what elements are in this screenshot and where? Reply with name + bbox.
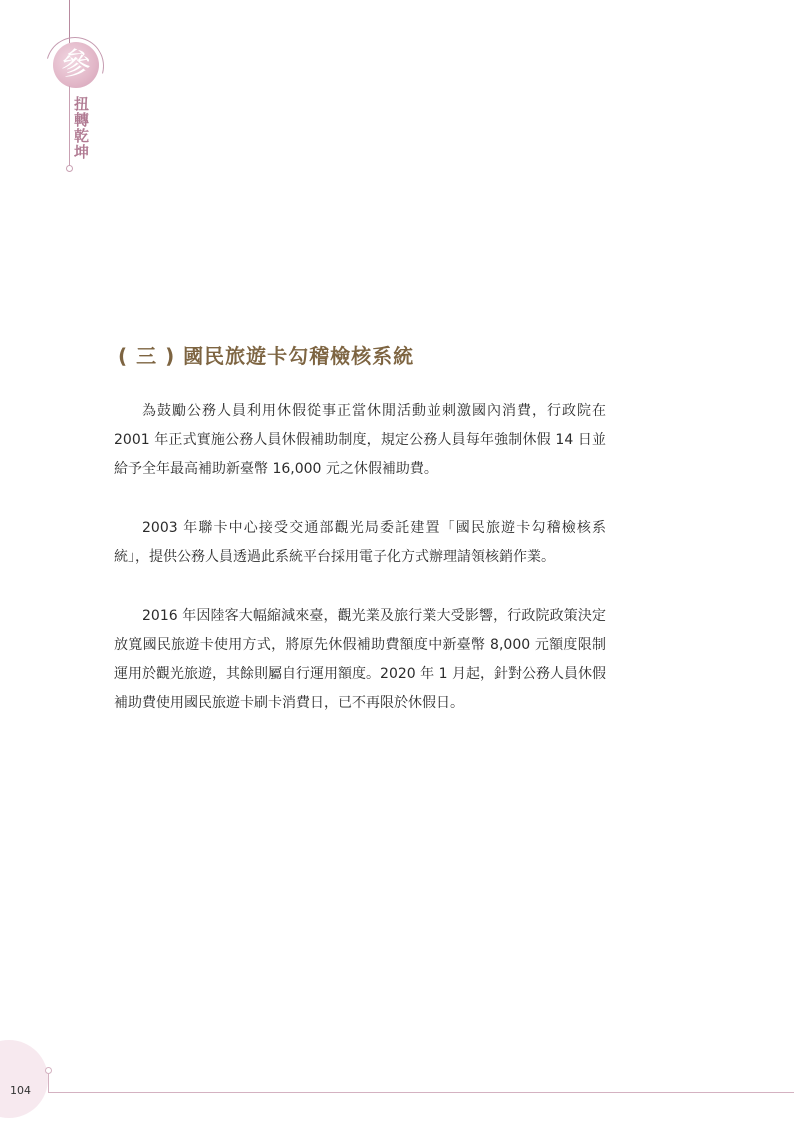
body-paragraph: 2003 年聯卡中心接受交通部觀光局委託建置「國民旅遊卡勾稽檢核系統」，提供公務人員透過此系統平台採用電子化方式辦理請領核銷作業。 xyxy=(114,520,606,565)
footer-dot xyxy=(45,1067,52,1074)
chapter-tab-dot xyxy=(66,165,73,172)
footer-rule xyxy=(48,1092,794,1093)
chapter-side-line xyxy=(69,86,70,166)
footer-arc-decoration xyxy=(0,1040,48,1118)
body-paragraph: 為鼓勵公務人員利用休假從事正當休閒活動並刺激國內消費，行政院在 2001 年正式實施公務人員休假補助制度，規定公務人員每年強制休假 14 日並給予全年最高補助新臺幣 16,000 元之休假補助費。 xyxy=(114,403,606,477)
chapter-number: 參 xyxy=(61,47,91,82)
footer-vertical-line xyxy=(48,1072,49,1092)
page-number: 104 xyxy=(10,1084,31,1097)
body-paragraph: 2016 年因陸客大幅縮減來臺，觀光業及旅行業大受影響，行政院政策決定放寬國民旅遊卡使用方式，將原先休假補助費額度中新臺幣 8,000 元額度限制運用於觀光旅遊，其餘則屬自行運用額度。2020 年 1 月起，針對公務人員休假補助費使用國民旅遊卡刷卡消費日，已不再限於休假日。 xyxy=(114,608,606,711)
chapter-title: 扭轉乾坤 xyxy=(72,96,90,160)
section-heading: ( 三 ) 國民旅遊卡勾稽檢核系統 xyxy=(118,344,415,368)
